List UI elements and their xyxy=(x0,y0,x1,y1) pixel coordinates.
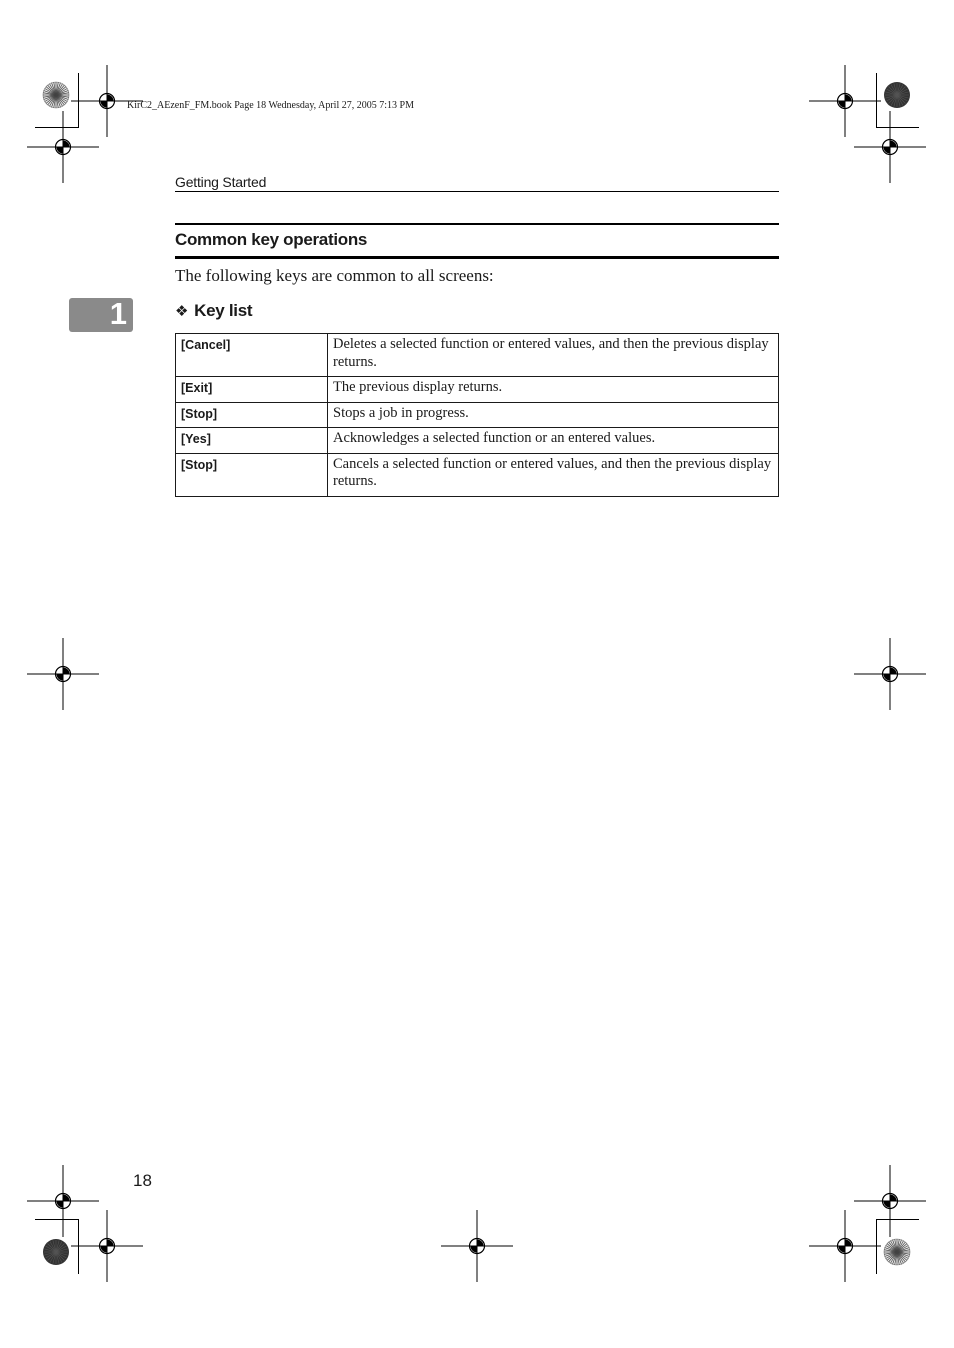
chapter-tab xyxy=(69,298,133,332)
key-cell: [Exit] xyxy=(176,377,328,403)
table-row xyxy=(176,334,779,377)
description-cell: Acknowledges a selected function or an entered values. xyxy=(328,428,779,454)
section-rule-bottom xyxy=(175,256,779,259)
registration-mark-icon xyxy=(854,638,926,710)
running-head: Getting Started xyxy=(175,174,267,190)
description-cell: Stops a job in progress. xyxy=(328,402,779,428)
registration-mark-icon xyxy=(27,638,99,710)
color-bar-disc-icon xyxy=(41,80,71,110)
table-row xyxy=(176,453,779,496)
color-bar-disc-icon xyxy=(41,1237,71,1267)
section-rule-top xyxy=(175,223,779,225)
key-cell: [Yes] xyxy=(176,428,328,454)
description-cell: Cancels a selected function or entered values, and then the previous display returns. xyxy=(328,453,779,496)
key-cell: [Cancel] xyxy=(176,334,328,377)
key-cell: [Stop] xyxy=(176,402,328,428)
registration-mark-icon xyxy=(27,111,99,183)
color-bar-disc-icon xyxy=(882,80,912,110)
header-rule xyxy=(175,191,779,192)
intro-text: The following keys are common to all screens: xyxy=(175,266,494,285)
description-cell: The previous display returns. xyxy=(328,377,779,403)
registration-mark-icon xyxy=(71,1210,143,1282)
table-row xyxy=(176,377,779,403)
color-bar-disc-icon xyxy=(882,1237,912,1267)
registration-mark-icon xyxy=(809,1210,881,1282)
chapter-number: 1 xyxy=(109,296,127,331)
key-cell: [Stop] xyxy=(176,453,328,496)
key-list-heading-label: Key list xyxy=(194,301,253,320)
key-list-heading xyxy=(175,301,252,321)
table-row xyxy=(176,428,779,454)
description-cell: Deletes a selected function or entered values, and then the previous display returns. xyxy=(328,334,779,377)
registration-mark-icon xyxy=(854,111,926,183)
key-list-table xyxy=(175,333,779,497)
file-slug: KirC2_AEzenF_FM.book Page 18 Wednesday, April 27, 2005 7:13 PM xyxy=(127,100,414,111)
page-number: 18 xyxy=(133,1171,152,1190)
section-title: Common key operations xyxy=(175,230,368,249)
table-row xyxy=(176,402,779,428)
four-diamond-bullet-icon: ❖ xyxy=(175,303,189,320)
registration-mark-icon xyxy=(441,1210,513,1282)
